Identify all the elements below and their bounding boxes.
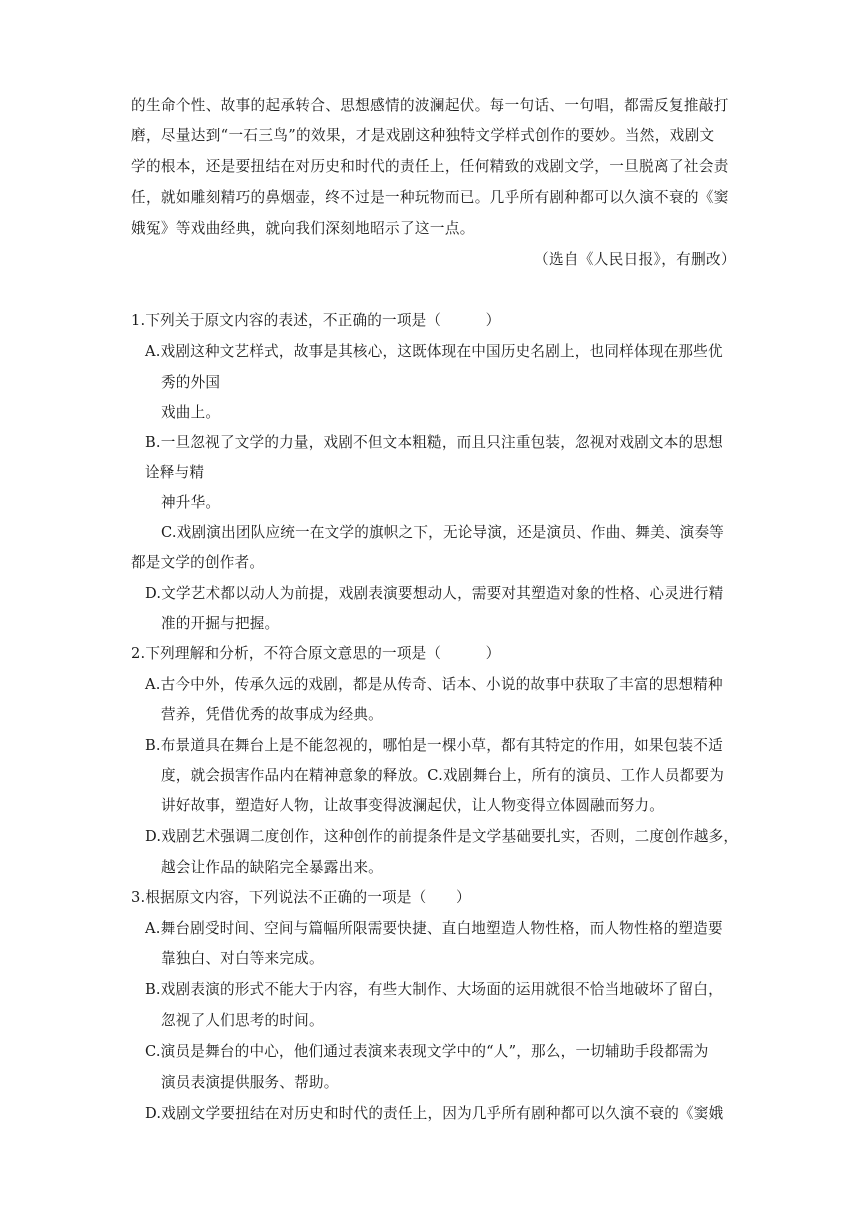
option-c-line: 都是文学的创作者。 <box>131 554 265 571</box>
option-c-line: C.演员是舞台的中心，他们通过表演来表现文学中的“人”，那么，一切辅助手段都需为 <box>145 1043 709 1060</box>
question-stem: 2.下列理解和分析，不符合原文意思的一项是（ ） <box>131 645 501 662</box>
passage-line: 磨，尽量达到“一石三鸟”的效果，才是戏剧这种独特文学样式创作的要妙。当然，戏剧文 <box>131 127 715 144</box>
option-d-line: D.戏剧艺术强调二度创作，这种创作的前提条件是文学基础要扎实，否则，二度创作越多， <box>145 828 739 845</box>
passage-line: 学的根本，还是要扭结在对历史和时代的责任上，任何精致的戏剧文学，一旦脱离了社会责 <box>131 158 729 175</box>
option-a-line: 秀的外国 <box>161 374 221 391</box>
question-stem: 3.根据原文内容，下列说法不正确的一项是（ ） <box>131 889 471 906</box>
passage-line: 的生命个性、故事的起承转合、思想感情的波澜起伏。每一句话、一句唱，都需反复推敲打 <box>131 97 729 114</box>
option-a-line: A.戏剧这种文艺样式，故事是其核心，这既体现在中国历史名剧上，也同样体现在那些优 <box>145 343 723 360</box>
option-a-line: 靠独白、对白等来完成。 <box>161 950 324 967</box>
option-a-line: A.舞台剧受时间、空间与篇幅所限需要快捷、直白地塑造人物性格，而人物性格的塑造要 <box>145 920 723 937</box>
option-c-line: C.戏剧演出团队应统一在文学的旗帜之下，无论导演，还是演员、作曲、舞美、演奏等 <box>161 524 725 541</box>
option-d-line: D.文学艺术都以动人为前提，戏剧表演要想动人，需要对其塑造对象的性格、心灵进行精 <box>145 585 724 602</box>
option-a-line: A.古今中外，传承久远的戏剧，都是从传奇、话本、小说的故事中获取了丰富的思想精种 <box>145 676 723 693</box>
option-b-line: 诠释与精 <box>145 464 205 481</box>
question-stem: 1.下列关于原文内容的表述，不正确的一项是（ ） <box>131 312 501 329</box>
option-b-line: 讲好故事，塑造好人物，让故事变得波澜起伏，让人物变得立体圆融而努力。 <box>161 797 664 814</box>
option-b-line: 度，就会损害作品内在精神意象的释放。C.戏剧舞台上，所有的演员、工作人员都要为 <box>161 767 725 784</box>
passage-source: （选自《人民日报》，有删改） <box>534 251 736 268</box>
option-d-line: D.戏剧文学要扭结在对历史和时代的责任上，因为几乎所有剧种都可以久演不衰的《窦娥 <box>145 1105 724 1122</box>
option-b-line: B.戏剧表演的形式不能大于内容，有些大制作、大场面的运用就很不恰当地破坏了留白， <box>145 981 723 998</box>
option-d-line: 越会让作品的缺陷完全暴露出来。 <box>161 859 383 876</box>
option-b-line: 忽视了人们思考的时间。 <box>161 1012 324 1029</box>
option-c-line: 演员表演提供服务、帮助。 <box>161 1074 339 1091</box>
option-b-line: B.布景道具在舞台上是不能忽视的，哪怕是一棵小草，都有其特定的作用，如果包装不适 <box>145 737 723 754</box>
option-b-line: 神升华。 <box>161 494 221 511</box>
option-d-line: 准的开掘与把握。 <box>161 615 280 632</box>
passage-line: 任，就如雕刻精巧的鼻烟壶，终不过是一种玩物而已。几乎所有剧种都可以久演不衰的《窦 <box>131 189 729 206</box>
passage-line: 娥冤》等戏曲经典，就向我们深刻地昭示了这一点。 <box>131 220 475 237</box>
option-a-line: 营养，凭借优秀的故事成为经典。 <box>161 706 383 723</box>
option-b-line: B.一旦忽视了文学的力量，戏剧不但文本粗糙，而且只注重包装，忽视对戏剧文本的思想 <box>145 434 723 451</box>
option-a-line: 戏曲上。 <box>161 404 221 421</box>
